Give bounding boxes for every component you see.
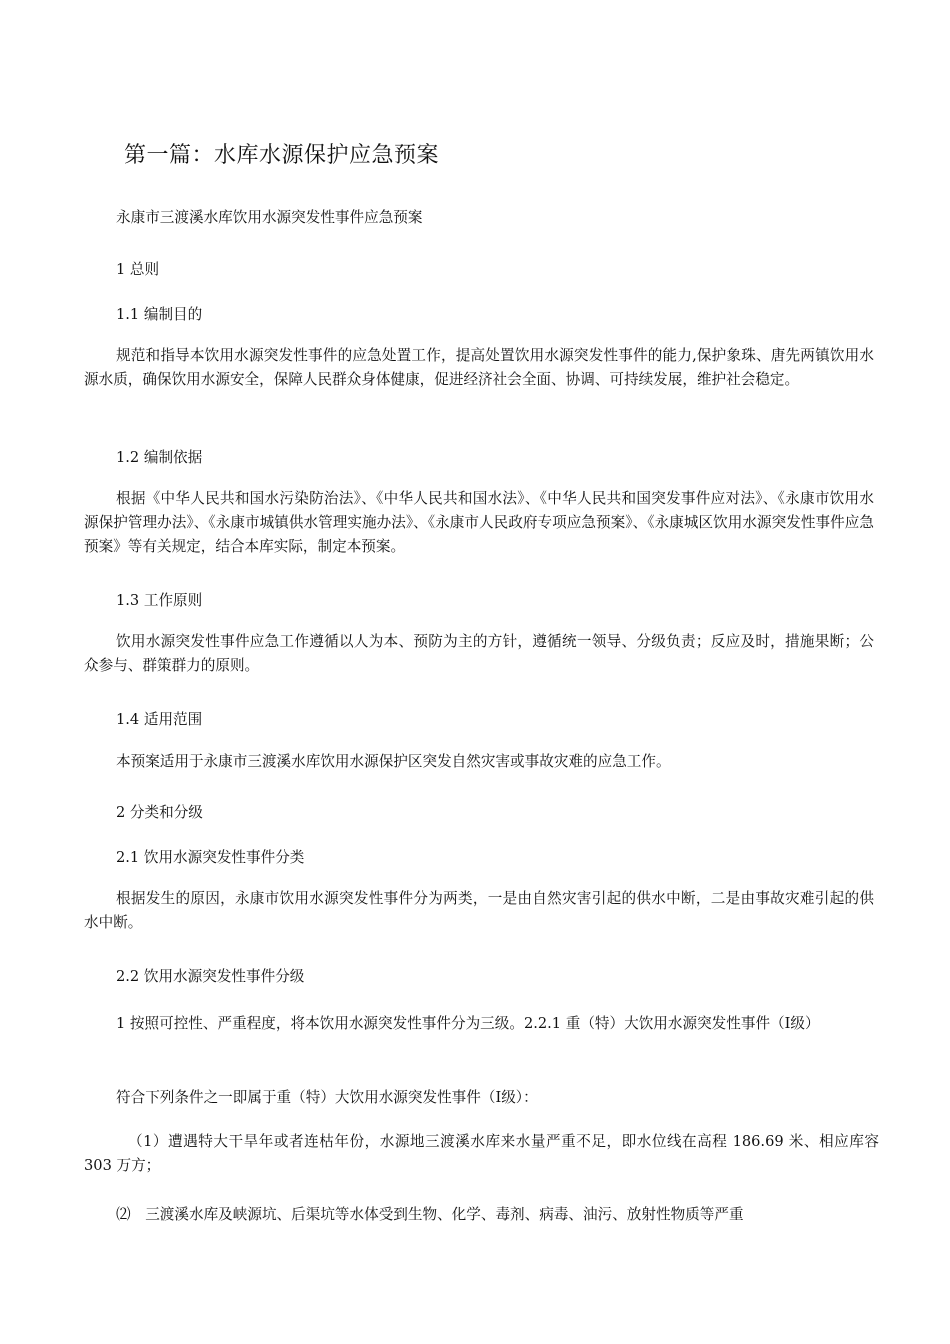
section-heading-2-2: 2.2 饮用水源突发性事件分级 bbox=[116, 968, 305, 985]
section-heading-1-3: 1.3 工作原则 bbox=[116, 592, 203, 609]
document-title: 第一篇：水库水源保护应急预案 bbox=[124, 143, 440, 168]
paragraph-level1-criteria: 符合下列条件之一即属于重（特）大饮用水源突发性事件（Ⅰ级）： bbox=[116, 1089, 538, 1106]
paragraph-purpose: 规范和指导本饮用水源突发性事件的应急处置工作，提高处置饮用水源突发性事件的能力,保护象珠、唐先两镇饮用水源水质，确保饮用水源安全，保障人民群众身体健康，促进经济社会全面、协调、可持续发展，维护社会稳定。 bbox=[84, 347, 874, 388]
section-heading-2-1: 2.1 饮用水源突发性事件分类 bbox=[116, 849, 305, 866]
list-item-2: ⑵ 三渡溪水库及峡源坑、后渠坑等水体受到生物、化学、毒剂、病毒、油污、放射性物质等严重 bbox=[116, 1206, 744, 1223]
section-heading-1: 1 总则 bbox=[116, 261, 160, 278]
list-item-1: （1）遭遇特大干旱年或者连枯年份，水源地三渡溪水库来水量严重不足，即水位线在高程 186.69 米、相应库容 303 万方； bbox=[84, 1133, 879, 1174]
paragraph-basis: 根据《中华人民共和国水污染防治法》、《中华人民共和国水法》、《中华人民共和国突发事件应对法》、《永康市饮用水源保护管理办法》、《永康市城镇供水管理实施办法》、《永康市人民政府专项应急预案》、《永康城区饮用水源突发性事件应急预案》等有关规定，结合本库实际，制定本预案。 bbox=[84, 490, 874, 555]
paragraph-scope: 本预案适用于永康市三渡溪水库饮用水源保护区突发自然灾害或事故灾难的应急工作。 bbox=[116, 753, 671, 770]
paragraph-grading: 1 按照可控性、严重程度，将本饮用水源突发性事件分为三级。2.2.1 重（特）大饮用水源突发性事件（Ⅰ级） bbox=[116, 1015, 820, 1032]
paragraph-classification: 根据发生的原因，永康市饮用水源突发性事件分为两类，一是由自然灾害引起的供水中断，二是由事故灾难引起的供水中断。 bbox=[84, 890, 874, 931]
document-subtitle: 永康市三渡溪水库饮用水源突发性事件应急预案 bbox=[116, 209, 423, 226]
paragraph-principles: 饮用水源突发性事件应急工作遵循以人为本、预防为主的方针，遵循统一领导、分级负责；反应及时，措施果断；公众参与、群策群力的原则。 bbox=[84, 633, 874, 674]
section-heading-1-4: 1.4 适用范围 bbox=[116, 711, 203, 728]
section-heading-1-1: 1.1 编制目的 bbox=[116, 306, 203, 323]
section-heading-1-2: 1.2 编制依据 bbox=[116, 449, 203, 466]
section-heading-2: 2 分类和分级 bbox=[116, 804, 203, 821]
